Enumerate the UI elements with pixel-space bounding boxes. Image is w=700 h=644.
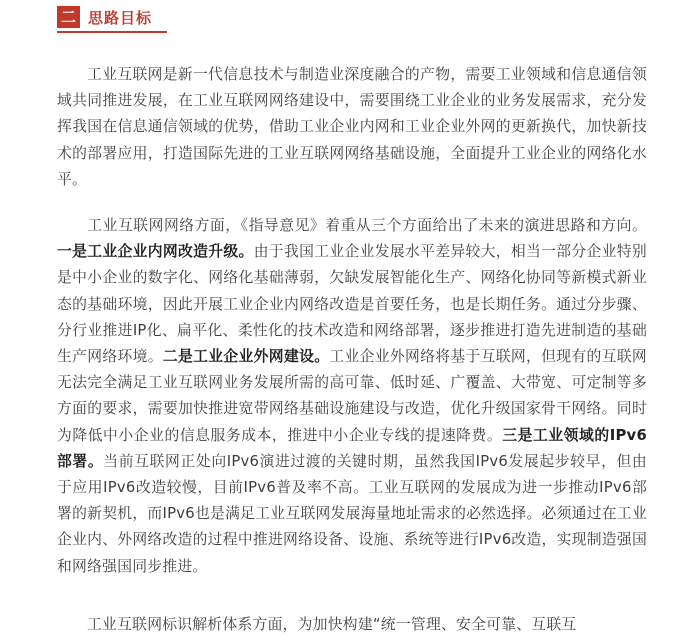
section-underline [57, 31, 167, 33]
paragraph-network [57, 213, 647, 580]
bold-point-one: 一是工业企业内网改造升级。 [57, 243, 254, 261]
paragraph-text: 由于我国工业企业发展水平差异较大，相当一部分企业特别是中小企业的数字化、网络化基础薄弱，欠缺发展智能化生产、网络化协同等新模式新业态的基础环境，因此开展工业企业内网络改造是首要任务，也是长期任务。通过分步骤、分行业推进IP化、扁平化、柔性化的技术改造和网络部署，逐步推进打造先进制造的基础生产网络环境。 [57, 243, 647, 366]
paragraph-identifier [57, 612, 647, 638]
paragraph-text: 工业互联网网络方面，《指导意见》着重从三个方面给出了未来的演进思路和方向。 [87, 217, 647, 234]
section-number-badge: 二 [57, 6, 80, 28]
paragraph-text: 工业互联网标识解析体系方面，为加快构建“统一管理、安全可靠、互联互 [87, 616, 577, 633]
bold-point-three: 三是工业领域的IPv6部署。 [57, 426, 647, 470]
paragraph-intro [57, 62, 647, 193]
paragraph-text: 当前互联网正处向IPv6演进过渡的关键时期，虽然我国IPv6发展起步较早，但由于应用IPv6改造较慢，目前IPv6普及率不高。工业互联网的发展成为进一步推动IPv6部署的新契机，而IPv6也是满足工业互联网发展海量地址需求的必然选择。必须通过在工业企业内、外网络改造的过程中推进网络设备、设施、系统等进行IPv6改造，实现制造强国和网络强国同步推进。 [57, 452, 647, 575]
section-heading [57, 4, 152, 30]
paragraph-text: 工业企业外网络将基于互联网，但现有的互联网无法完全满足工业互联网业务发展所需的高可靠、低时延、广覆盖、大带宽、可定制等多方面的要求，需要加快推进宽带网络基础设施建设与改造，优化升级国家骨干网络。同时为降低中小企业的信息服务成本，推进中小企业专线的提速降费。 [57, 348, 647, 444]
bold-point-two: 二是工业企业外网建设。 [162, 348, 330, 366]
section-title: 思路目标 [88, 8, 153, 27]
paragraph-text: 工业互联网是新一代信息技术与制造业深度融合的产物，需要工业领域和信息通信领域共同推进发展，在工业互联网网络建设中，需要围绕工业企业的业务发展需求，充分发挥我国在信息通信领域的优势，借助工业企业内网和工业企业外网的更新换代，加快新技术的部署应用，打造国际先进的工业互联网网络基础设施，全面提升工业企业的网络化水平。 [57, 66, 647, 188]
